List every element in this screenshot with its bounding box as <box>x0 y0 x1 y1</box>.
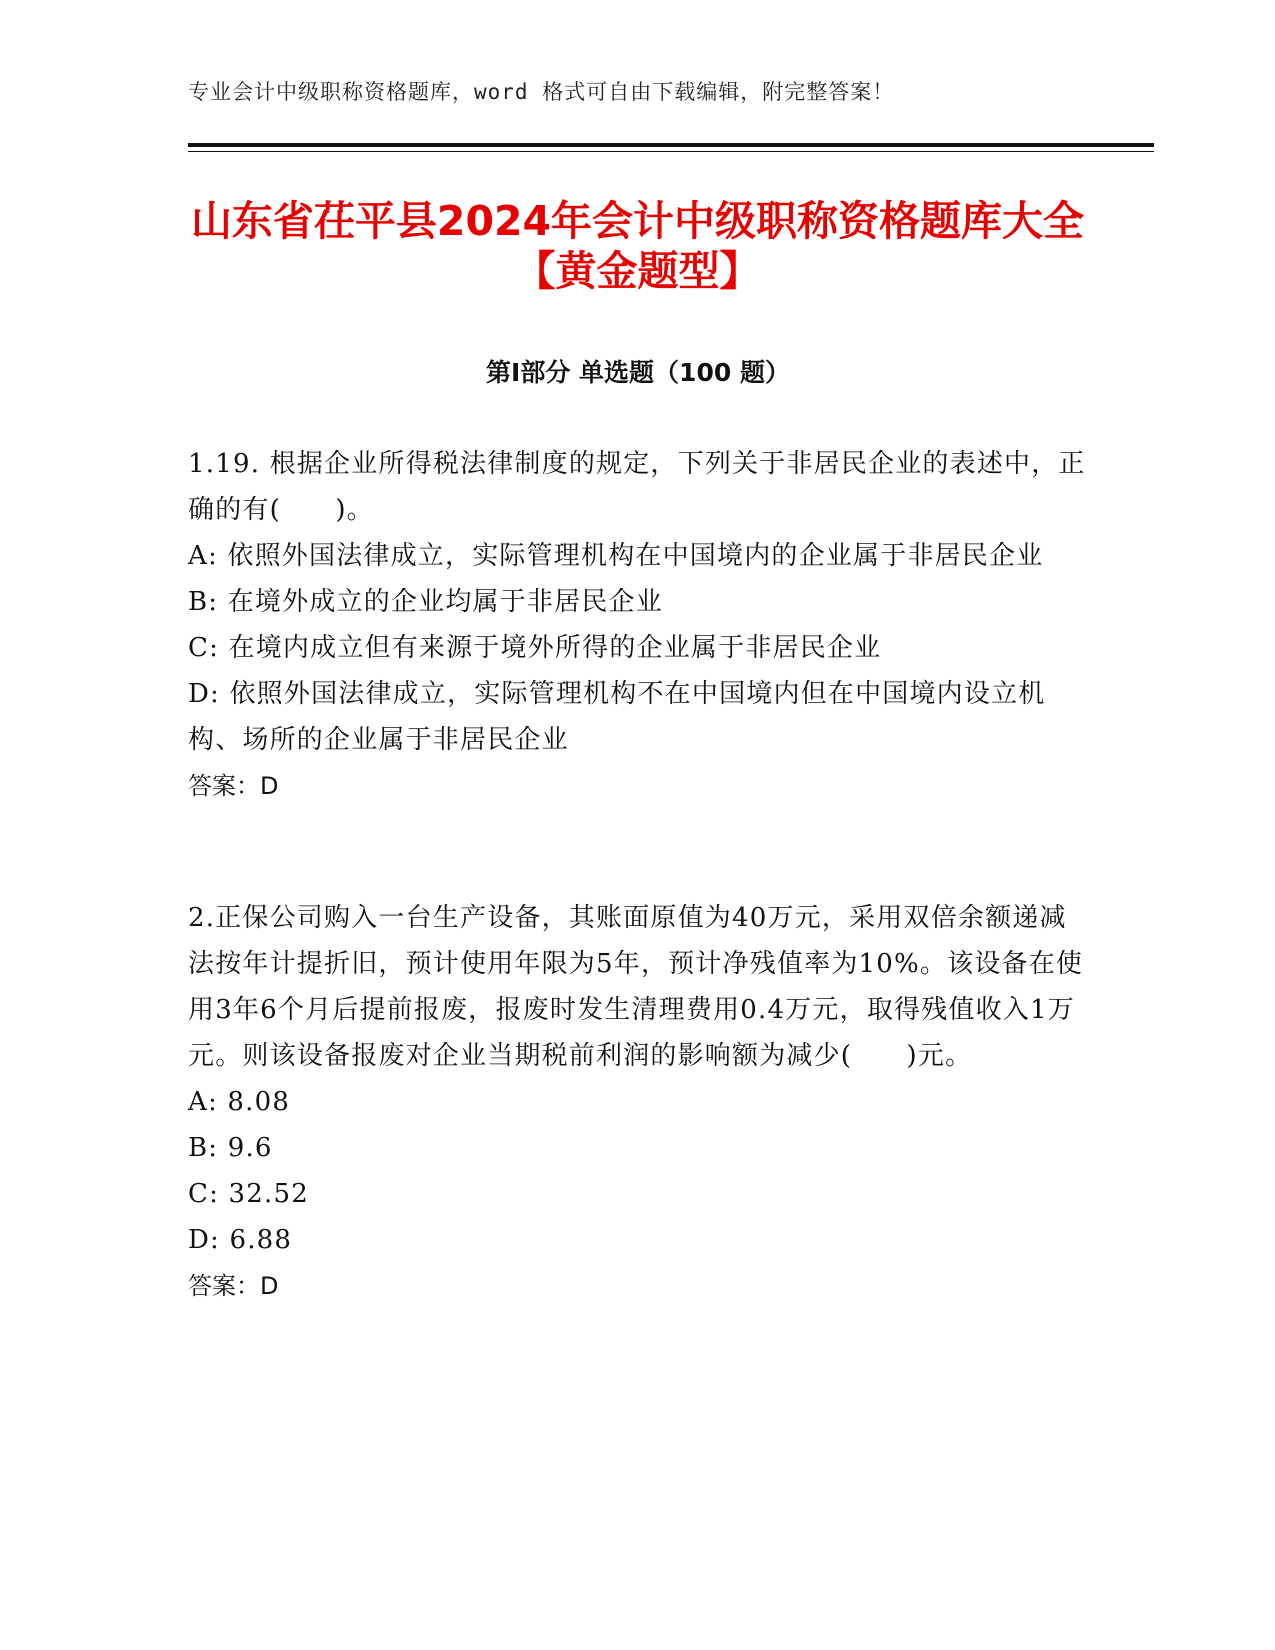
option-d: D: 依照外国法律成立，实际管理机构不在中国境内但在中国境内设立机构、场所的企业属于非居民企业 <box>188 679 1046 755</box>
question-stem: 2.正保公司购入一台生产设备，其账面原值为40万元，采用双倍余额递减法按年计提折旧，预计使用年限为5年，预计净残值率为10%。该设备在使用3年6个月后提前报废，报废时发生清理费用0.4万元，取得残值收入1万元。则该设备报废对企业当期税前利润的影响额为减少( )元。 <box>188 903 1084 1071</box>
option-c: C: 32.52 <box>188 1179 309 1209</box>
question-1 <box>188 441 1088 809</box>
section-title: 第Ⅰ部分 单选题（100 题） <box>486 358 790 387</box>
option-a: A: 8.08 <box>188 1087 291 1117</box>
option-c: C: 在境内成立但有来源于境外所得的企业属于非居民企业 <box>188 633 882 663</box>
header-rule-thin <box>188 151 1154 152</box>
answer-line: 答案：D <box>188 772 279 800</box>
document-title: 山东省茌平县2024年会计中级职称资格题库大全【黄金题型】 <box>190 197 1085 295</box>
option-b: B: 在境外成立的企业均属于非居民企业 <box>188 587 663 617</box>
option-b: B: 9.6 <box>188 1133 273 1163</box>
option-a: A: 依照外国法律成立，实际管理机构在中国境内的企业属于非居民企业 <box>188 541 1044 571</box>
answer-line: 答案：D <box>188 1272 279 1300</box>
question-stem: 1.19. 根据企业所得税法律制度的规定，下列关于非居民企业的表述中，正确的有( )。 <box>188 449 1086 525</box>
question-2 <box>188 895 1088 1309</box>
header-note: 专业会计中级职称资格题库，word 格式可自由下载编辑，附完整答案！ <box>188 80 895 104</box>
option-d: D: 6.88 <box>188 1225 293 1255</box>
header-rule-thick <box>188 143 1154 147</box>
